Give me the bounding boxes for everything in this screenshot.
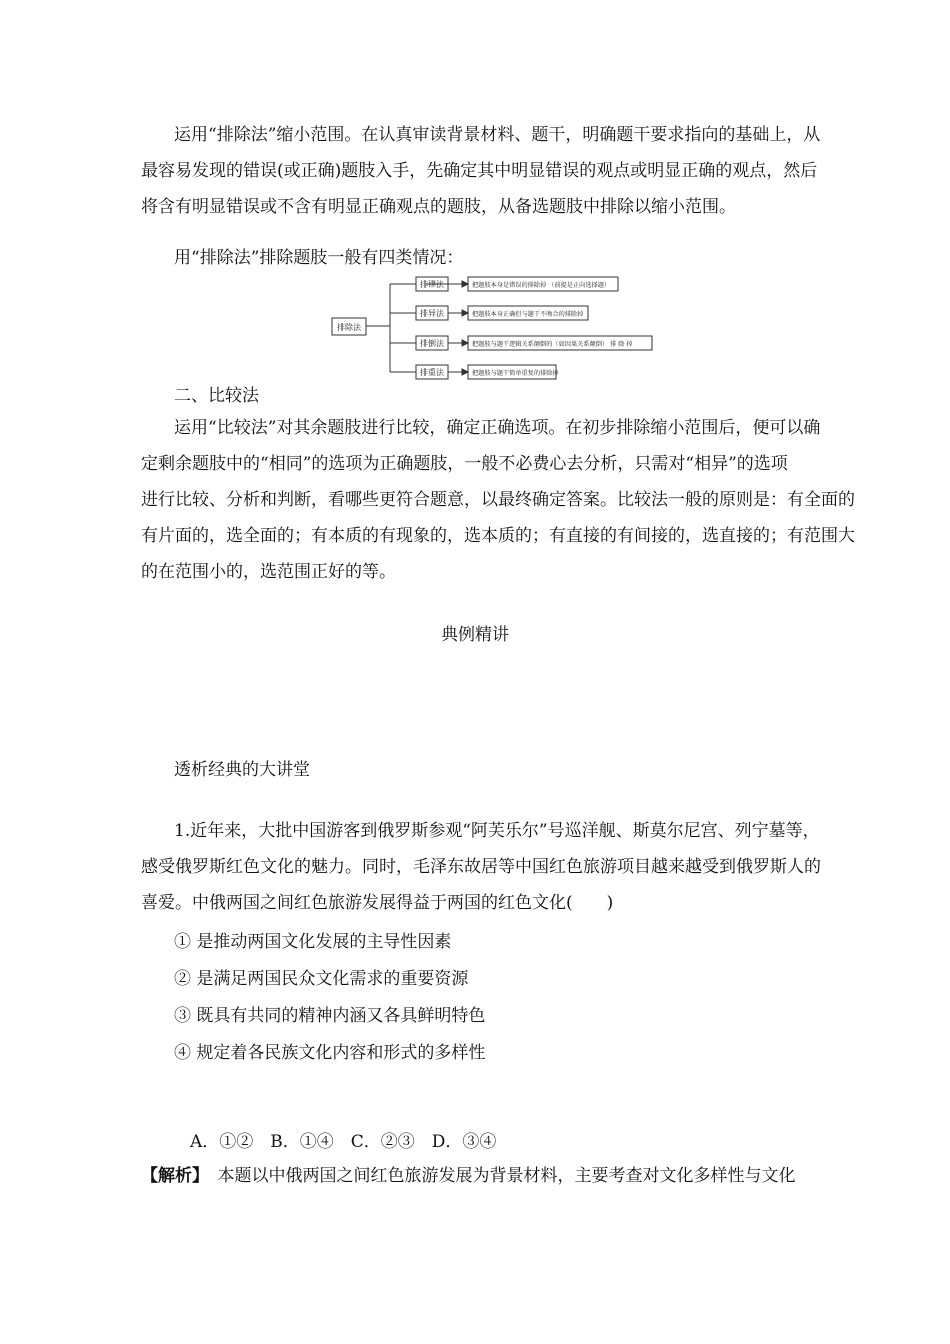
example-title: 典例精讲 bbox=[441, 625, 509, 645]
diagram-branch-label: 排倒法 bbox=[420, 339, 444, 348]
elimination-diagram bbox=[320, 270, 660, 385]
answer-options: A．①② B．①④ C．②③ D．③④ bbox=[190, 1132, 497, 1152]
intro-line: 最容易发现的错误(或正确)题肢入手，先确定其中明显错误的观点或明显正确的观点，然后 bbox=[141, 161, 818, 181]
analysis-text: 本题以中俄两国之间红色旅游发展为背景材料，主要考查对文化多样性与文化 bbox=[200, 1166, 796, 1186]
section2-line: 运用“比较法”对其余题肢进行比较，确定正确选项。在初步排除缩小范围后，便可以确 bbox=[174, 418, 821, 438]
analysis-tag: 【解析】 bbox=[141, 1166, 201, 1186]
intro-paragraph bbox=[141, 117, 821, 225]
section2-paragraph bbox=[141, 410, 855, 590]
intro-line: 运用“排除法”缩小范围。在认真审读背景材料、题干，明确题干要求指向的基础上，从 bbox=[174, 125, 821, 145]
question-line: 感受俄罗斯红色文化的魅力。同时，毛泽东故居等中国红色旅游项目越来越受到俄罗斯人的 bbox=[141, 857, 821, 877]
question-line: 喜爱。中俄两国之间红色旅游发展得益于两国的红色文化( ) bbox=[141, 893, 614, 913]
statement-item: ③ 既具有共同的精神内涵又各具鲜明特色 bbox=[174, 1006, 486, 1026]
diagram-root-label: 排除法 bbox=[337, 323, 361, 332]
section-heading: 二、比较法 bbox=[174, 386, 259, 406]
intro-line: 将含有明显错误或不含有明显正确观点的题肢，从备选题肢中排除以缩小范围。 bbox=[141, 197, 736, 217]
question-line: 1.近年来，大批中国游客到俄罗斯参观“阿芙乐尔”号巡洋舰、斯莫尔尼宫、列宁墓等， bbox=[174, 821, 820, 841]
section2-line: 有片面的，选全面的；有本质的有现象的，选本质的；有直接的有间接的，选直接的；有范围大 bbox=[141, 526, 855, 546]
statement-item: ② 是满足两国民众文化需求的重要资源 bbox=[174, 969, 469, 989]
diagram-branch-desc: 把题肢与题干简单重复的排除掉 bbox=[472, 370, 559, 377]
diagram-branch-label: 排谬法 bbox=[420, 280, 444, 289]
diagram-branch-label: 排异法 bbox=[420, 309, 444, 318]
section2-line: 的在范围小的，选范围正好的等。 bbox=[141, 562, 396, 582]
diagram-branch-desc: 把题肢与题干逻辑关系颠倒的（如因果关系颠倒） 排 除 掉 bbox=[472, 341, 633, 348]
section2-line: 定剩余题肢中的“相同”的选项为正确题肢，一般不必费心去分析，只需对“相异”的选项 bbox=[141, 454, 788, 474]
statement-item: ① 是推动两国文化发展的主导性因素 bbox=[174, 932, 452, 952]
four-types-text: 用“排除法”排除题肢一般有四类情况： bbox=[174, 248, 464, 268]
analysis-line bbox=[141, 1161, 796, 1186]
statement-item: ④ 规定着各民族文化内容和形式的多样性 bbox=[174, 1043, 486, 1063]
diagram-branch-label: 排重法 bbox=[420, 368, 444, 377]
question-stem bbox=[141, 813, 821, 921]
statement-list bbox=[141, 924, 811, 1072]
lecture-title: 透析经典的大讲堂 bbox=[174, 760, 310, 780]
diagram-branch-desc: 把题肢本身是错误的排除掉 （前提是正向选择题） bbox=[472, 282, 611, 289]
diagram-branch-desc: 把题肢本身正确但与题干不吻合的排除掉 bbox=[472, 311, 584, 318]
section2-line: 进行比较、分析和判断，看哪些更符合题意，以最终确定答案。比较法一般的原则是：有全面的 bbox=[141, 490, 855, 510]
